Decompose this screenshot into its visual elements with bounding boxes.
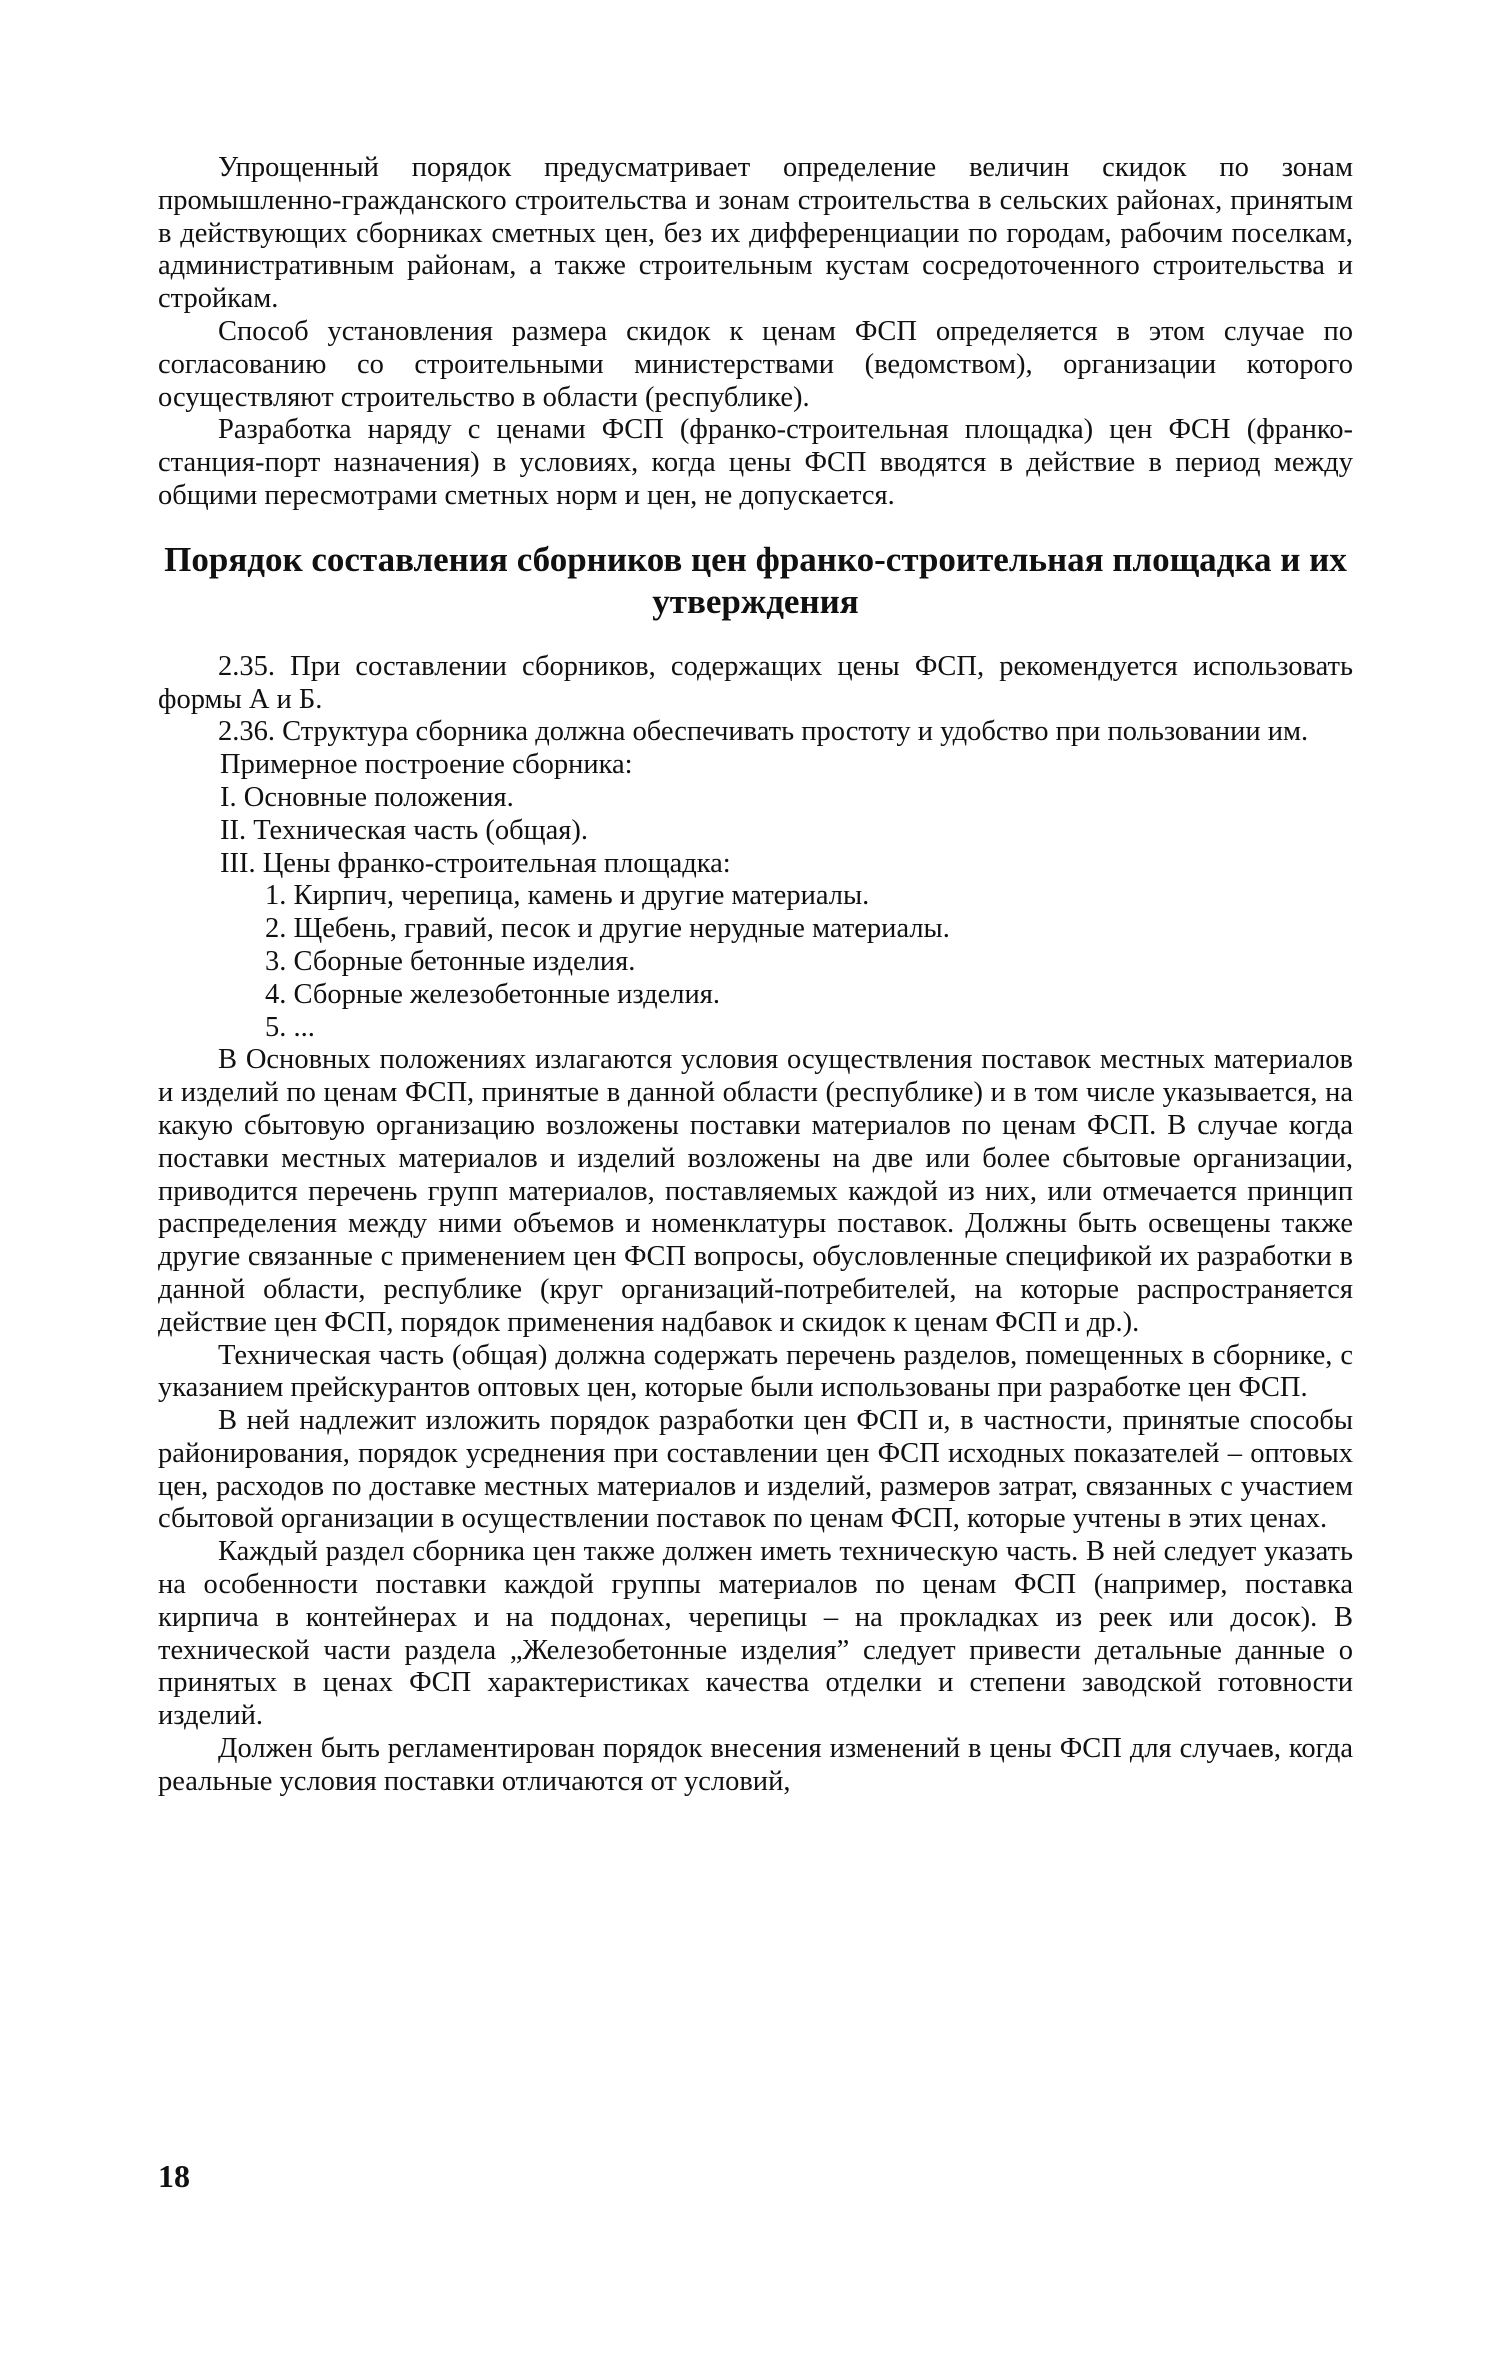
clause-paragraph: 2.36. Структура сборника должна обеспечивать простоту и удобство при пользовании им. [218,716,1309,748]
section-heading: Порядок составления сборников цен франко-строительная площадка и их утверждения [164,539,1347,621]
price-subitem: 3. Сборные бетонные изделия. [265,945,636,977]
structure-item: I. Основные положения. [220,781,514,813]
body-paragraph: В ней надлежит изложить порядок разработки цен ФСП и, в частности, принятые способы районирования, порядок усреднения при составлении цен ФСП исходных показателей – оптовых цен, расходов по доставке местных материалов и изделий, размеров затрат, связанных с участием сбытовой организации в осуществлении поставок по ценам ФСП, которые учтены в этих ценах. [158,1405,1353,1535]
clause-paragraph: 2.35. При составлении сборников, содержащих цены ФСП, рекомендуется использовать формы А и Б. [158,650,1353,715]
body-paragraph: Должен быть регламентирован порядок внесения изменений в цены ФСП для случаев, когда реальные условия поставки отличаются от условий, [158,1733,1353,1797]
page-content [158,152,1353,1799]
price-subitem: 5. ... [265,1011,315,1043]
intro-paragraph: Разработка наряду с ценами ФСП (франко-строительная площадка) цен ФСН (франко-станция-порт назначения) в условиях, когда цены ФСП вводятся в действие в период между общими пересмотрами сметных норм и цен, не допускается. [158,414,1353,511]
price-subitem: 1. Кирпич, черепица, камень и другие материалы. [265,880,870,912]
structure-intro: Примерное построение сборника: [220,749,633,781]
intro-paragraph: Способ установления размера скидок к ценам ФСП определяется в этом случае по согласованию со строительными министерствами (ведомством), организации которого осуществляют строительство в области (республике). [158,315,1353,413]
structure-item: II. Техническая часть (общая). [220,814,588,846]
body-paragraph: В Основных положениях излагаются условия осуществления поставок местных материалов и изделий по ценам ФСП, принятые в данной области (республике) и в том числе указывается, на какую сбытовую организацию возложены поставки материалов по ценам ФСП. В случае когда поставки местных материалов и изделий возложены на две или более сбытовые организации, приводится перечень групп материалов, поставляемых каждой из них, или отмечается принцип распределения между ними объемов и номенклатуры поставок. Должны быть освещены также другие связанные с применением цен ФСП вопросы, обусловленные спецификой их разработки в данной области, республике (круг организаций-потребителей, на которые распространяется действие цен ФСП, порядок применения надбавок и скидок к ценам ФСП и др.). [158,1044,1353,1338]
page-number: 18 [158,2158,190,2194]
body-paragraph: Каждый раздел сборника цен также должен иметь техническую часть. В ней следует указать на особенности поставки каждой группы материалов по ценам ФСП (например, поставка кирпича в контейнерах и на поддонах, черепицы – на прокладках из реек или досок). В технической части раздела „Железобетонные изделия” следует привести детальные данные о принятых в ценах ФСП характеристиках качества отделки и степени заводской готовности изделий. [158,1536,1353,1732]
body-paragraph: Техническая часть (общая) должна содержать перечень разделов, помещенных в сборнике, с указанием прейскурантов оптовых цен, которые были использованы при разработке цен ФСП. [158,1339,1353,1404]
structure-item: III. Цены франко-строительная площадка: [220,847,731,879]
price-subitem: 4. Сборные железобетонные изделия. [265,978,720,1010]
price-subitem: 2. Щебень, гравий, песок и другие нерудные материалы. [265,913,950,945]
intro-paragraph: Упрощенный порядок предусматривает определение величин скидок по зонам промышленно-гражданского строительства и зонам строительства в сельских районах, принятым в действующих сборниках сметных цен, без их дифференциации по городам, рабочим поселкам, административным районам, а также строительным кустам сосредоточенного строительства и стройкам. [158,152,1353,315]
